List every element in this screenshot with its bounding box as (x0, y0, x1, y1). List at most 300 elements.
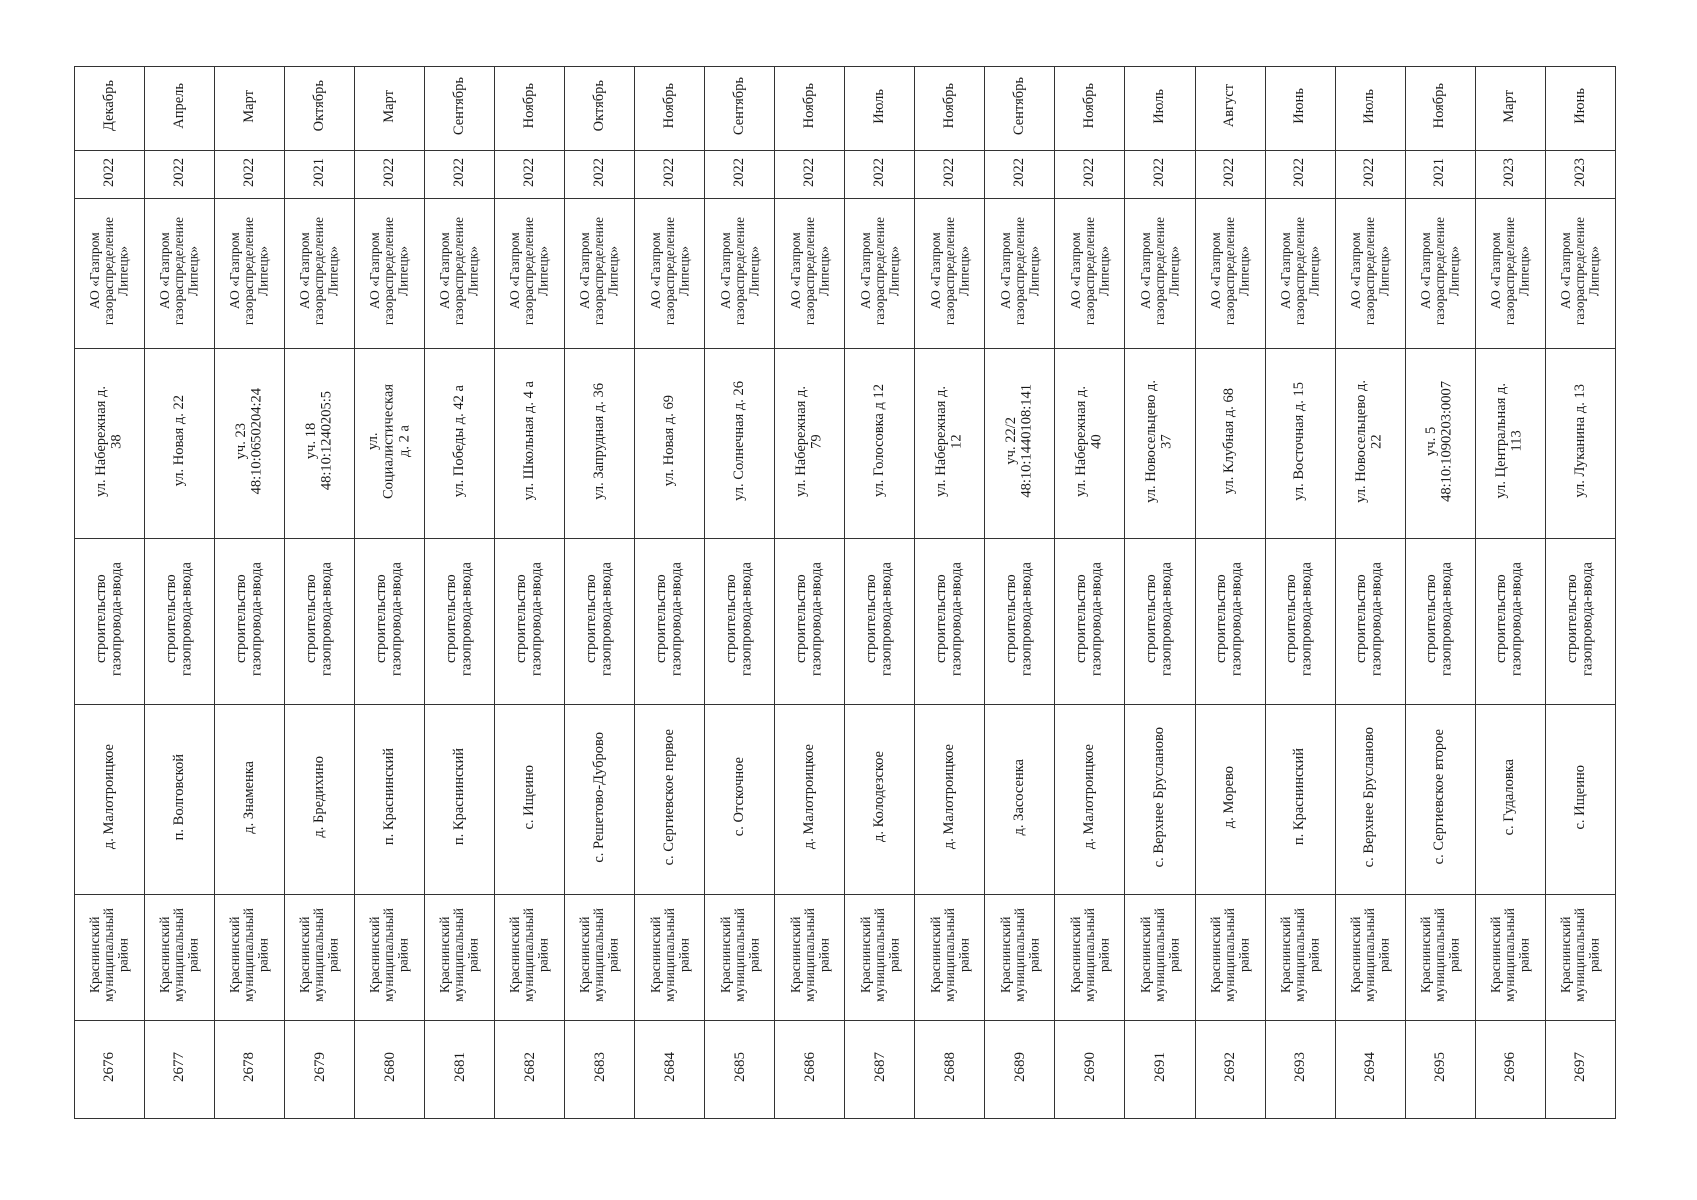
settlement-text: п. Волговской (170, 753, 187, 841)
settlement-text: д. Малотроицкое (100, 744, 117, 850)
address-cell (985, 349, 1055, 539)
district-text: Краснинский муниципальный район (1487, 908, 1532, 1002)
district-text: Краснинский муниципальный район (297, 908, 341, 1002)
work-type-cell (215, 539, 285, 705)
settlement-text: д. Малотроицкое (801, 744, 817, 850)
work-type-text: строительство газопровода-ввода (232, 562, 265, 676)
year-cell (705, 151, 775, 199)
contractor-text: АО «Газпром газораспределение Липецк» (647, 216, 691, 326)
settlement-cell (285, 705, 355, 895)
year-text: 2021 (1431, 157, 1448, 187)
contractor-text: АО «Газпром газораспределение Липецк» (577, 216, 621, 326)
settlement-text: с. Верхнее Брусланово (1361, 726, 1378, 868)
address-text: ул. Новосельцево д. 22 (1353, 379, 1386, 503)
row-number-text: 2678 (241, 1052, 258, 1082)
contractor-text: АО «Газпром газораспределение Липецк» (1347, 216, 1392, 326)
row-number-cell (845, 1021, 915, 1119)
work-type-cell (355, 539, 425, 705)
row-number-cell (215, 1021, 285, 1119)
district-cell (1405, 895, 1475, 1021)
year-text: 2022 (240, 157, 257, 187)
month-cell (355, 67, 425, 151)
contractor-cell (215, 199, 285, 349)
work-type-cell (845, 539, 915, 705)
year-text: 2022 (1011, 157, 1028, 187)
year-cell (1265, 151, 1335, 199)
month-cell (1335, 67, 1405, 151)
address-text: ул. Новая д. 69 (660, 395, 677, 487)
contractor-cell (1405, 199, 1475, 349)
row-number-cell (635, 1021, 705, 1119)
district-cell (915, 895, 985, 1021)
settlement-cell (705, 705, 775, 895)
work-type-text: строительство газопровода-ввода (1353, 562, 1386, 676)
records-table-body (75, 67, 1616, 1119)
district-cell (1335, 895, 1405, 1021)
year-cell (425, 151, 495, 199)
work-type-cell (1195, 539, 1265, 705)
year-text: 2022 (871, 157, 888, 187)
work-type-cell (1545, 539, 1615, 705)
row-number-text: 2679 (311, 1052, 328, 1082)
work-type-cell (1475, 539, 1545, 705)
row-number-cell (285, 1021, 355, 1119)
work-type-text: строительство газопровода-ввода (1493, 562, 1526, 676)
address-cell (565, 349, 635, 539)
year-text: 2022 (1081, 157, 1098, 187)
district-text: Краснинский муниципальный район (227, 908, 271, 1002)
year-cell (1405, 151, 1475, 199)
row-number-cell (145, 1021, 215, 1119)
year-text: 2022 (590, 157, 607, 187)
address-text: ул. Школьная д. 4 а (520, 381, 537, 501)
year-cell (635, 151, 705, 199)
month-cell (1265, 67, 1335, 151)
row-number-text: 2685 (731, 1052, 748, 1082)
work-type-cell (635, 539, 705, 705)
month-text: Март (240, 89, 257, 123)
month-text: Июль (1151, 88, 1168, 124)
settlement-cell (1125, 705, 1195, 895)
district-text: Краснинский муниципальный район (1137, 908, 1182, 1002)
contractor-cell (705, 199, 775, 349)
settlement-text: с. Ищеино (1571, 764, 1588, 830)
district-cell (1545, 895, 1615, 1021)
row-number-cell (1475, 1021, 1545, 1119)
settlement-cell (1545, 705, 1615, 895)
year-text: 2022 (520, 157, 537, 187)
month-text: Ноябрь (941, 83, 958, 129)
year-text: 2022 (660, 157, 677, 187)
work-type-text: строительство газопровода-ввода (723, 562, 755, 676)
month-row (75, 67, 1616, 151)
work-type-text: строительство газопровода-ввода (653, 562, 685, 676)
settlement-cell (495, 705, 565, 895)
settlement-text: п. Краснинский (450, 748, 467, 846)
district-text: Краснинский муниципальный район (1207, 908, 1252, 1002)
district-cell (1055, 895, 1125, 1021)
address-cell (1265, 349, 1335, 539)
settlement-text: д. Малотроицкое (941, 744, 958, 850)
year-row (75, 151, 1616, 199)
district-text: Краснинский муниципальный район (717, 908, 761, 1002)
work-type-text: строительство газопровода-ввода (513, 562, 545, 676)
year-cell (775, 151, 845, 199)
district-cell (1265, 895, 1335, 1021)
work-type-text: строительство газопровода-ввода (92, 562, 125, 676)
district-text: Краснинский муниципальный район (997, 908, 1041, 1002)
settlement-text: с. Отскочное (730, 757, 747, 837)
address-cell (285, 349, 355, 539)
month-cell (705, 67, 775, 151)
contractor-text: АО «Газпром газораспределение Липецк» (367, 216, 411, 326)
row-number-row (75, 1021, 1616, 1119)
address-cell (1475, 349, 1545, 539)
contractor-text: АО «Газпром газораспределение Липецк» (1487, 216, 1532, 326)
address-cell (355, 349, 425, 539)
row-number-cell (915, 1021, 985, 1119)
month-text: Ноябрь (1431, 83, 1448, 129)
year-text: 2022 (801, 157, 817, 187)
row-number-text: 2683 (591, 1052, 608, 1082)
district-cell (495, 895, 565, 1021)
year-text: 2022 (1221, 157, 1238, 187)
row-number-cell (1265, 1021, 1335, 1119)
district-text: Краснинский муниципальный район (857, 908, 901, 1002)
contractor-text: АО «Газпром газораспределение Липецк» (1558, 216, 1602, 326)
row-number-cell (705, 1021, 775, 1119)
work-type-text: строительство газопровода-ввода (1003, 562, 1035, 676)
work-type-cell (775, 539, 845, 705)
year-cell (1055, 151, 1125, 199)
year-cell (1475, 151, 1545, 199)
contractor-text: АО «Газпром газораспределение Липецк» (157, 216, 201, 326)
contractor-cell (1545, 199, 1615, 349)
district-text: Краснинский муниципальный район (927, 908, 971, 1002)
settlement-text: д. Засосенка (1011, 758, 1028, 836)
row-number-cell (355, 1021, 425, 1119)
work-type-cell (425, 539, 495, 705)
row-number-cell (565, 1021, 635, 1119)
work-type-text: строительство газопровода-ввода (162, 562, 195, 676)
district-cell (1475, 895, 1545, 1021)
district-text: Краснинский муниципальный район (87, 908, 131, 1002)
contractor-text: АО «Газпром газораспределение Липецк» (927, 216, 971, 326)
address-text: ул. Победы д. 42 а (450, 384, 467, 498)
month-text: Октябрь (590, 80, 607, 132)
year-cell (495, 151, 565, 199)
contractor-text: АО «Газпром газораспределение Липецк» (1207, 216, 1252, 326)
settlement-cell (1405, 705, 1475, 895)
records-table (74, 66, 1616, 1119)
row-number-cell (1195, 1021, 1265, 1119)
address-text: ул. Набережная д. 40 (1073, 385, 1105, 497)
contractor-cell (1125, 199, 1195, 349)
address-cell (705, 349, 775, 539)
address-text: ул. Набережная д. 79 (793, 385, 825, 497)
address-row (75, 349, 1616, 539)
month-text: Март (380, 89, 397, 123)
work-type-text: строительство газопровода-ввода (1563, 562, 1596, 676)
contractor-text: АО «Газпром газораспределение Липецк» (437, 216, 481, 326)
work-type-text: строительство газопровода-ввода (583, 562, 615, 676)
row-number-cell (1545, 1021, 1615, 1119)
contractor-text: АО «Газпром газораспределение Липецк» (997, 216, 1041, 326)
contractor-text: АО «Газпром газораспределение Липецк» (297, 216, 341, 326)
month-cell (1405, 67, 1475, 151)
contractor-cell (915, 199, 985, 349)
work-type-cell (1265, 539, 1335, 705)
contractor-cell (1265, 199, 1335, 349)
year-text: 2023 (1571, 157, 1588, 187)
year-text: 2021 (310, 157, 327, 187)
row-number-text: 2695 (1432, 1052, 1449, 1082)
work-type-cell (1125, 539, 1195, 705)
district-cell (425, 895, 495, 1021)
address-text: ул. Набережная д. 38 (92, 385, 125, 497)
district-text: Краснинский муниципальный район (1277, 908, 1322, 1002)
row-number-text: 2691 (1151, 1052, 1168, 1082)
address-cell (915, 349, 985, 539)
work-type-text: строительство газопровода-ввода (1423, 562, 1456, 676)
settlement-cell (425, 705, 495, 895)
row-number-text: 2697 (1572, 1052, 1589, 1082)
row-number-text: 2688 (941, 1052, 958, 1082)
address-text: ул. Центральная д. 113 (1493, 383, 1526, 499)
work-type-text: строительство газопровода-ввода (1283, 562, 1316, 676)
month-cell (285, 67, 355, 151)
settlement-text: д. Малотроицкое (1081, 744, 1098, 850)
district-cell (355, 895, 425, 1021)
year-text: 2022 (1151, 157, 1168, 187)
district-cell (985, 895, 1055, 1021)
month-text: Ноябрь (660, 83, 677, 129)
row-number-text: 2696 (1502, 1052, 1519, 1082)
row-number-cell (985, 1021, 1055, 1119)
address-cell (1405, 349, 1475, 539)
month-text: Декабрь (100, 80, 117, 132)
settlement-cell (75, 705, 145, 895)
settlement-text: с. Сергиевское первое (660, 728, 677, 866)
contractor-text: АО «Газпром газораспределение Липецк» (787, 216, 831, 326)
district-cell (775, 895, 845, 1021)
district-text: Краснинский муниципальный район (507, 908, 551, 1002)
contractor-cell (425, 199, 495, 349)
address-text: ул. Солнечная д. 26 (730, 381, 747, 501)
address-text: ул. Клубная д. 68 (1221, 387, 1238, 495)
row-number-text: 2694 (1361, 1052, 1378, 1082)
contractor-cell (1055, 199, 1125, 349)
settlement-cell (985, 705, 1055, 895)
district-cell (285, 895, 355, 1021)
district-text: Краснинский муниципальный район (1558, 908, 1602, 1002)
row-number-text: 2690 (1081, 1052, 1098, 1082)
year-text: 2022 (170, 157, 187, 187)
address-text: уч. 18 48:10:1240205:5 (302, 391, 335, 491)
year-cell (285, 151, 355, 199)
month-cell (75, 67, 145, 151)
year-text: 2022 (450, 157, 467, 187)
settlement-cell (1265, 705, 1335, 895)
address-text: ул. Набережная д. 12 (933, 385, 965, 497)
month-text: Ноябрь (801, 83, 817, 129)
year-cell (1125, 151, 1195, 199)
district-cell (565, 895, 635, 1021)
contractor-row (75, 199, 1616, 349)
district-text: Краснинский муниципальный район (157, 908, 201, 1002)
contractor-cell (775, 199, 845, 349)
settlement-text: п. Краснинский (1291, 748, 1308, 846)
address-cell (215, 349, 285, 539)
year-text: 2022 (730, 157, 747, 187)
address-text: уч. 22/2 48:10:1440108:141 (1003, 384, 1035, 498)
address-text: ул. Луканина д. 13 (1571, 384, 1588, 498)
district-cell (1195, 895, 1265, 1021)
contractor-cell (285, 199, 355, 349)
district-cell (845, 895, 915, 1021)
work-type-text: строительство газопровода-ввода (863, 562, 895, 676)
month-text: Ноябрь (520, 83, 537, 129)
row-number-text: 2682 (521, 1052, 538, 1082)
settlement-text: д. Знаменка (240, 760, 257, 834)
contractor-cell (565, 199, 635, 349)
address-cell (425, 349, 495, 539)
month-cell (915, 67, 985, 151)
month-cell (635, 67, 705, 151)
month-text: Июнь (1571, 88, 1588, 124)
district-row (75, 895, 1616, 1021)
work-type-text: строительство газопровода-ввода (302, 562, 335, 676)
year-cell (985, 151, 1055, 199)
row-number-text: 2686 (801, 1052, 818, 1082)
month-cell (985, 67, 1055, 151)
contractor-text: АО «Газпром газораспределение Липецк» (1417, 216, 1462, 326)
month-cell (565, 67, 635, 151)
month-cell (145, 67, 215, 151)
address-text: ул. Запрудная д. 36 (590, 382, 607, 500)
settlement-text: п. Краснинский (380, 748, 397, 846)
month-text: Март (1501, 89, 1518, 123)
address-cell (1545, 349, 1615, 539)
month-text: Сентябрь (730, 76, 747, 136)
settlement-cell (215, 705, 285, 895)
settlement-text: с. Гудаловка (1501, 758, 1518, 836)
settlement-cell (1195, 705, 1265, 895)
work-type-cell (495, 539, 565, 705)
row-number-cell (1335, 1021, 1405, 1119)
address-cell (845, 349, 915, 539)
settlement-text: с. Ищеино (520, 764, 537, 830)
year-cell (1335, 151, 1405, 199)
row-number-text: 2681 (451, 1052, 468, 1082)
settlement-cell (145, 705, 215, 895)
year-text: 2022 (100, 157, 117, 187)
contractor-text: АО «Газпром газораспределение Липецк» (227, 216, 271, 326)
row-number-cell (425, 1021, 495, 1119)
contractor-cell (355, 199, 425, 349)
work-type-cell (1055, 539, 1125, 705)
district-text: Краснинский муниципальный район (647, 908, 691, 1002)
work-type-cell (705, 539, 775, 705)
district-text: Краснинский муниципальный район (437, 908, 481, 1002)
contractor-text: АО «Газпром газораспределение Липецк» (1137, 216, 1182, 326)
contractor-cell (1195, 199, 1265, 349)
address-cell (1125, 349, 1195, 539)
district-text: Краснинский муниципальный район (1347, 908, 1392, 1002)
row-number-text: 2687 (871, 1052, 888, 1082)
month-text: Апрель (170, 83, 187, 129)
contractor-cell (1475, 199, 1545, 349)
address-cell (775, 349, 845, 539)
year-text: 2022 (1291, 157, 1308, 187)
contractor-cell (495, 199, 565, 349)
year-text: 2022 (1361, 157, 1378, 187)
work-type-text: строительство газопровода-ввода (1073, 562, 1105, 676)
settlement-cell (1055, 705, 1125, 895)
year-cell (75, 151, 145, 199)
work-type-cell (985, 539, 1055, 705)
row-number-cell (75, 1021, 145, 1119)
year-cell (845, 151, 915, 199)
row-number-cell (1405, 1021, 1475, 1119)
settlement-cell (635, 705, 705, 895)
settlement-text: с. Решетово-Дуброво (590, 731, 607, 863)
contractor-cell (75, 199, 145, 349)
address-cell (1055, 349, 1125, 539)
district-text: Краснинский муниципальный район (1417, 908, 1462, 1002)
year-text: 2023 (1501, 157, 1518, 187)
month-text: Июль (871, 88, 888, 124)
contractor-text: АО «Газпром газораспределение Липецк» (1067, 216, 1112, 326)
work-type-cell (1335, 539, 1405, 705)
settlement-text: д. Морево (1221, 765, 1238, 829)
month-text: Июль (1361, 88, 1378, 124)
year-cell (565, 151, 635, 199)
address-cell (635, 349, 705, 539)
work-type-cell (565, 539, 635, 705)
month-cell (775, 67, 845, 151)
work-type-cell (145, 539, 215, 705)
district-cell (1125, 895, 1195, 1021)
work-type-text: строительство газопровода-ввода (1143, 562, 1175, 676)
address-cell (1195, 349, 1265, 539)
district-text: Краснинский муниципальный район (787, 908, 831, 1002)
contractor-cell (1335, 199, 1405, 349)
month-cell (1055, 67, 1125, 151)
settlement-cell (915, 705, 985, 895)
year-cell (215, 151, 285, 199)
work-type-text: строительство газопровода-ввода (1213, 562, 1246, 676)
work-type-text: строительство газопровода-ввода (372, 562, 405, 676)
settlement-cell (1475, 705, 1545, 895)
address-text: ул. Новосельцево д. 37 (1143, 379, 1175, 503)
address-cell (75, 349, 145, 539)
settlement-cell (775, 705, 845, 895)
month-text: Июнь (1291, 88, 1308, 124)
year-text: 2022 (380, 157, 397, 187)
address-cell (145, 349, 215, 539)
row-number-cell (495, 1021, 565, 1119)
contractor-cell (845, 199, 915, 349)
row-number-text: 2692 (1221, 1052, 1238, 1082)
row-number-text: 2680 (381, 1052, 398, 1082)
row-number-cell (775, 1021, 845, 1119)
month-text: Сентябрь (1011, 76, 1028, 136)
row-number-text: 2676 (101, 1052, 118, 1082)
month-cell (1475, 67, 1545, 151)
district-cell (635, 895, 705, 1021)
district-cell (215, 895, 285, 1021)
